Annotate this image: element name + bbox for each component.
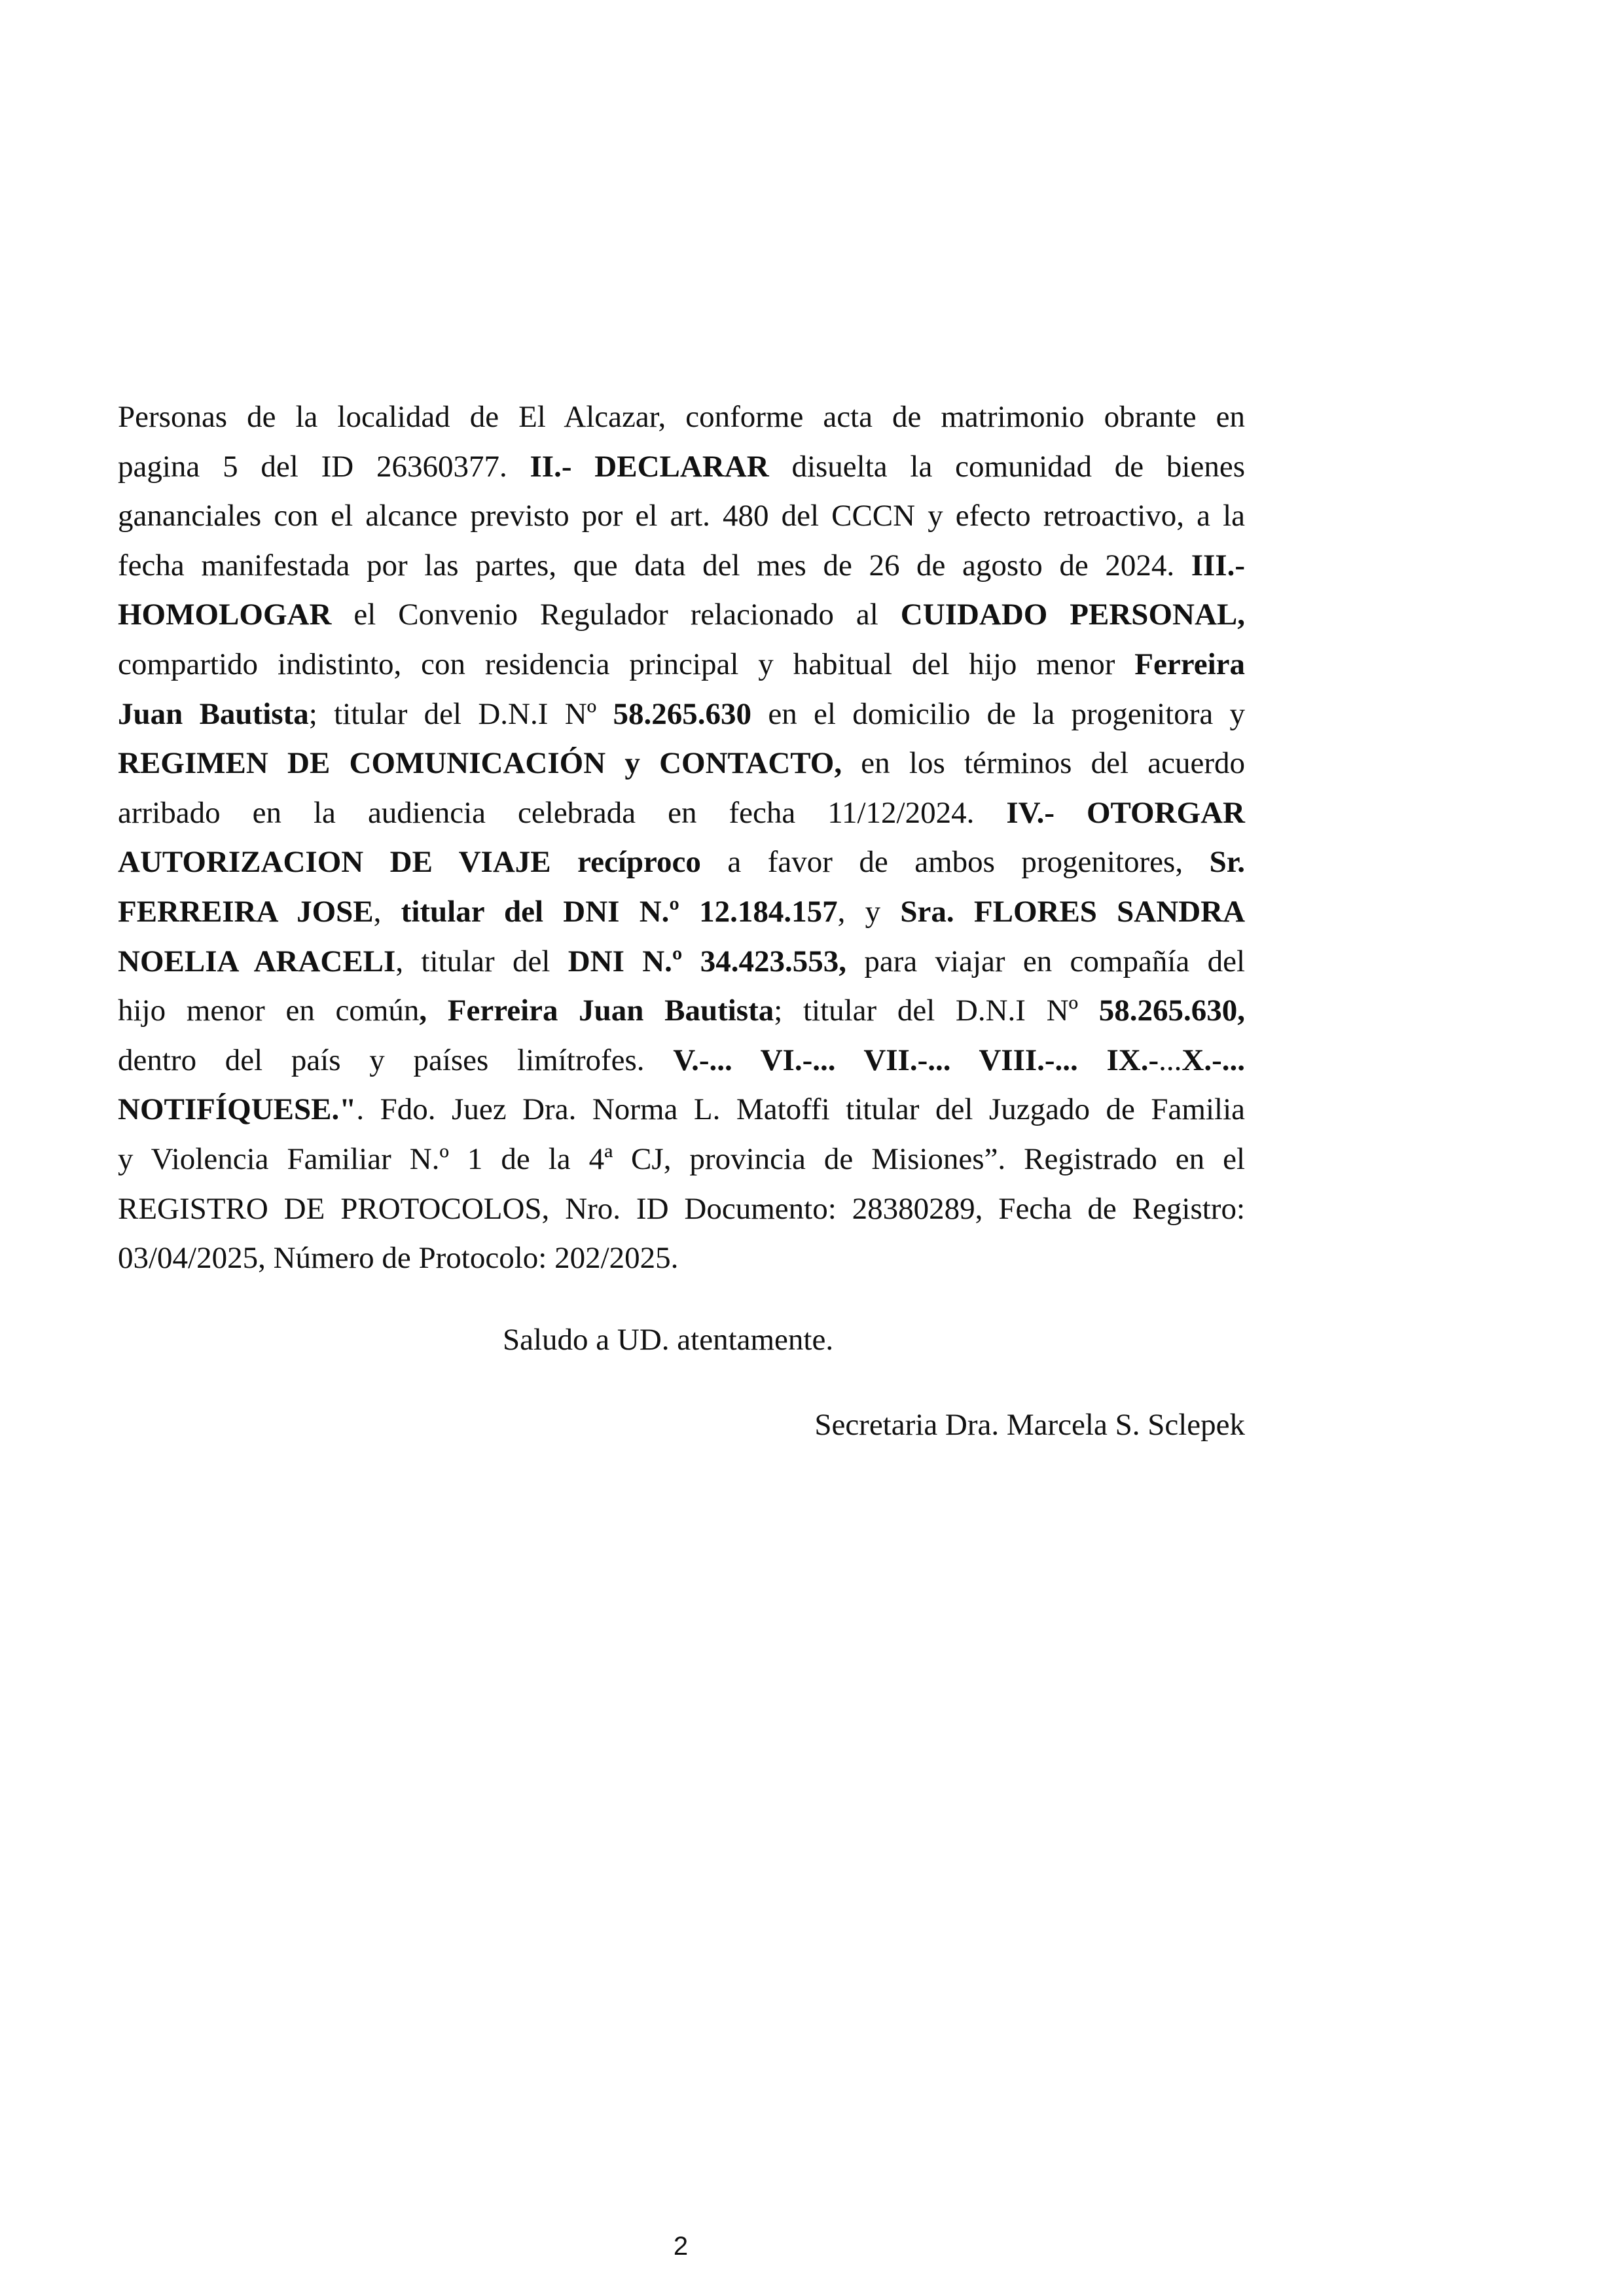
text: para viajar en compañía del (846, 944, 1246, 978)
bold-text: Ferreira (1134, 647, 1245, 681)
bold-text: DNI N.º 34.423.553, (568, 944, 847, 978)
bold-text: titular del DNI N.º 12.184.157 (401, 894, 838, 929)
bold-text: III.- (1191, 548, 1245, 583)
paragraph-line (118, 541, 1245, 591)
bold-text: HOMOLOGAR (118, 598, 332, 632)
paragraph-line (118, 640, 1245, 690)
bold-text: Juan Bautista (118, 696, 309, 731)
bold-text: CUIDADO PERSONAL, (900, 598, 1245, 632)
paragraph-line (118, 739, 1245, 789)
paragraph-line (118, 888, 1245, 937)
text: , y (837, 894, 901, 929)
bold-text: NOTIFÍQUESE." (118, 1092, 357, 1127)
paragraph-line (118, 442, 1245, 492)
text: a favor de ambos progenitores, (700, 845, 1210, 880)
text: disuelta la comunidad de bienes (768, 449, 1246, 484)
text: pagina 5 del ID 26360377. (118, 449, 530, 484)
bold-text: II.- DECLARAR (530, 449, 769, 484)
text: compartido indistinto, con residencia principal y habitual del hijo menor (118, 647, 1135, 681)
closing-salutation: Saludo a UD. atentamente. (503, 1323, 834, 1357)
paragraph-line (118, 937, 1245, 987)
bold-text: AUTORIZACION DE VIAJE recíproco (118, 845, 701, 880)
paragraph-line (118, 393, 1245, 442)
text: , (373, 894, 401, 929)
bold-text: V.-... VI.-... VII.-... VIII.-... IX.- (673, 1043, 1159, 1077)
page-number: 2 (673, 2232, 689, 2261)
bold-text: FERREIRA JOSE (118, 894, 374, 929)
bold-text: Sr. (1209, 845, 1245, 880)
text: en los términos del acuerdo (842, 746, 1246, 781)
bold-text: , Ferreira Juan Bautista (419, 994, 774, 1028)
paragraph-line (118, 838, 1245, 888)
text: hijo menor en común (118, 994, 420, 1028)
bold-text: NOELIA ARACELI (118, 944, 396, 978)
text: , titular del (395, 944, 568, 978)
text: en el domicilio de la progenitora y (751, 696, 1246, 731)
paragraph-line (118, 590, 1245, 640)
text: 03/04/2025, Número de Protocolo: 202/2025. (118, 1241, 679, 1276)
bold-text: 58.265.630, (1098, 994, 1246, 1028)
text: arribado en la audiencia celebrada en fecha 11/12/2024. (118, 795, 1007, 830)
paragraph-line (118, 986, 1245, 1036)
document-body (118, 393, 1245, 1283)
text: . Fdo. Juez Dra. Norma L. Matoffi titular del Juzgado de Familia (356, 1092, 1245, 1127)
text: dentro del país y países limítrofes. (118, 1043, 674, 1077)
paragraph-line (118, 690, 1245, 740)
text: ... (1159, 1043, 1182, 1077)
paragraph-line (118, 1036, 1245, 1086)
text: Personas de la localidad de El Alcazar, conforme acta de matrimonio obrante en (118, 400, 1245, 434)
text: ; titular del D.N.I Nº (308, 696, 613, 731)
bold-text: IV.- OTORGAR (1006, 795, 1245, 830)
text: y Violencia Familiar N.º 1 de la 4ª CJ, provincia de Misiones”. Registrado en el (118, 1141, 1245, 1176)
paragraph-line (118, 492, 1245, 541)
text: el Convenio Regulador relacionado al (331, 598, 901, 632)
paragraph-line (118, 1085, 1245, 1135)
bold-text: X.-... (1182, 1043, 1245, 1077)
paragraph-line (118, 789, 1245, 838)
bold-text: Sra. FLORES SANDRA (900, 894, 1246, 929)
paragraph-line (118, 1234, 1245, 1283)
paragraph-line (118, 1135, 1245, 1185)
signature-line: Secretaria Dra. Marcela S. Sclepek (814, 1408, 1245, 1442)
bold-text: 58.265.630 (613, 696, 752, 731)
text: fecha manifestada por las partes, que data del mes de 26 de agosto de 2024. (118, 548, 1191, 583)
bold-text: REGIMEN DE COMUNICACIÓN y CONTACTO, (118, 746, 842, 781)
text: gananciales con el alcance previsto por el art. 480 del CCCN y efecto retroactivo, a la (118, 499, 1245, 533)
text: REGISTRO DE PROTOCOLOS, Nro. ID Documento: 28380289, Fecha de Registro: (118, 1191, 1245, 1226)
paragraph-line (118, 1185, 1245, 1234)
text: ; titular del D.N.I Nº (774, 994, 1099, 1028)
